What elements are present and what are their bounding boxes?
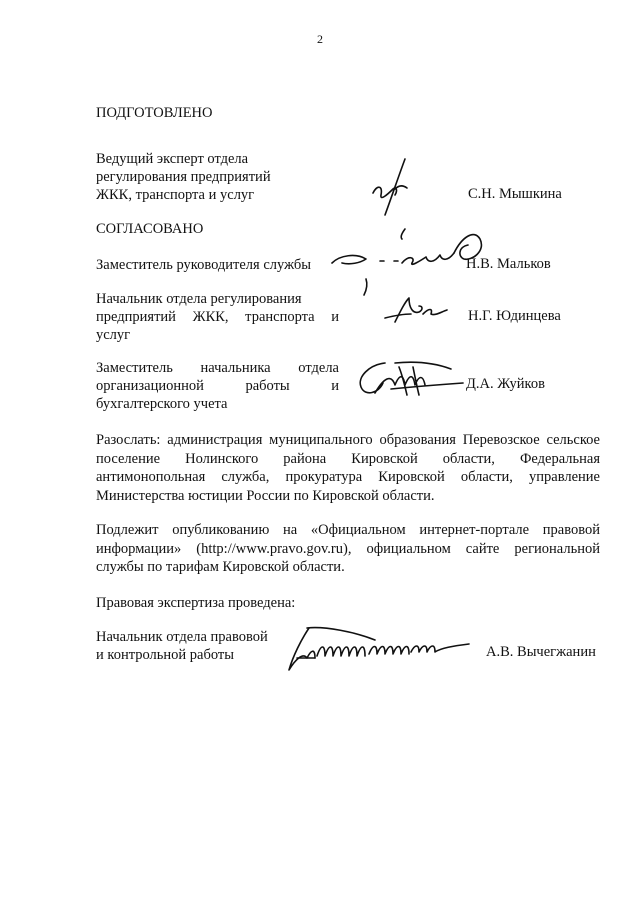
position-line: Ведущий эксперт отдела [96,151,249,167]
prepared-name: С.Н. Мышкина [468,186,562,202]
signature-vychegzhanin [285,622,475,677]
signer-name: Н.Г. Юдинцева [468,308,561,324]
position-line: Заместитель начальника отдела [96,360,339,376]
prepared-heading: ПОДГОТОВЛЕНО [96,105,213,121]
publication-paragraph: Подлежит опубликованию на «Официальном интернет-портале правовой информации» (http://www.pravo.gov.ru), официальном сайте региональной службы по тарифам Кировской области. [96,522,600,575]
page-number: 2 [317,32,323,46]
signature-yudintseva [383,292,453,327]
distribution-paragraph: Разослать: администрация муниципального образования Перевозское сельское поселение Нолинского района Кировской области, Федеральная антимонопольная служба, прокуратура Кировской области, управление Министерства юстиции России по Кировской области. [96,432,600,504]
position-line: Начальник отдела правовой [96,629,268,645]
signer-position [96,359,339,413]
signer-name: Д.А. Жуйков [466,376,545,392]
prepared-position [96,150,271,204]
position-line: услуг [96,327,131,343]
position-line: бухгалтерского учета [96,396,228,412]
legal-name: А.В. Вычегжанин [486,644,596,660]
position-line: организационной работы и [96,378,339,394]
position-line: Заместитель руководителя службы [96,257,312,273]
agreed-heading: СОГЛАСОВАНО [96,221,204,237]
signer-position [96,256,311,274]
signature-malkov [330,215,495,290]
position-line: регулирования предприятий [96,169,271,185]
position-line: Начальник отдела регулирования [96,291,302,307]
signature-mishkina [365,155,415,220]
position-line: предприятий ЖКК, транспорта и [96,309,339,325]
signer-name: Н.В. Мальков [466,256,551,272]
signer-position [96,290,339,344]
legal-position [96,628,268,664]
position-line: и контрольной работы [96,647,234,663]
expertise-note: Правовая экспертиза проведена: [96,595,296,611]
signature-zhuykov [355,355,470,405]
position-line: ЖКК, транспорта и услуг [96,187,255,203]
